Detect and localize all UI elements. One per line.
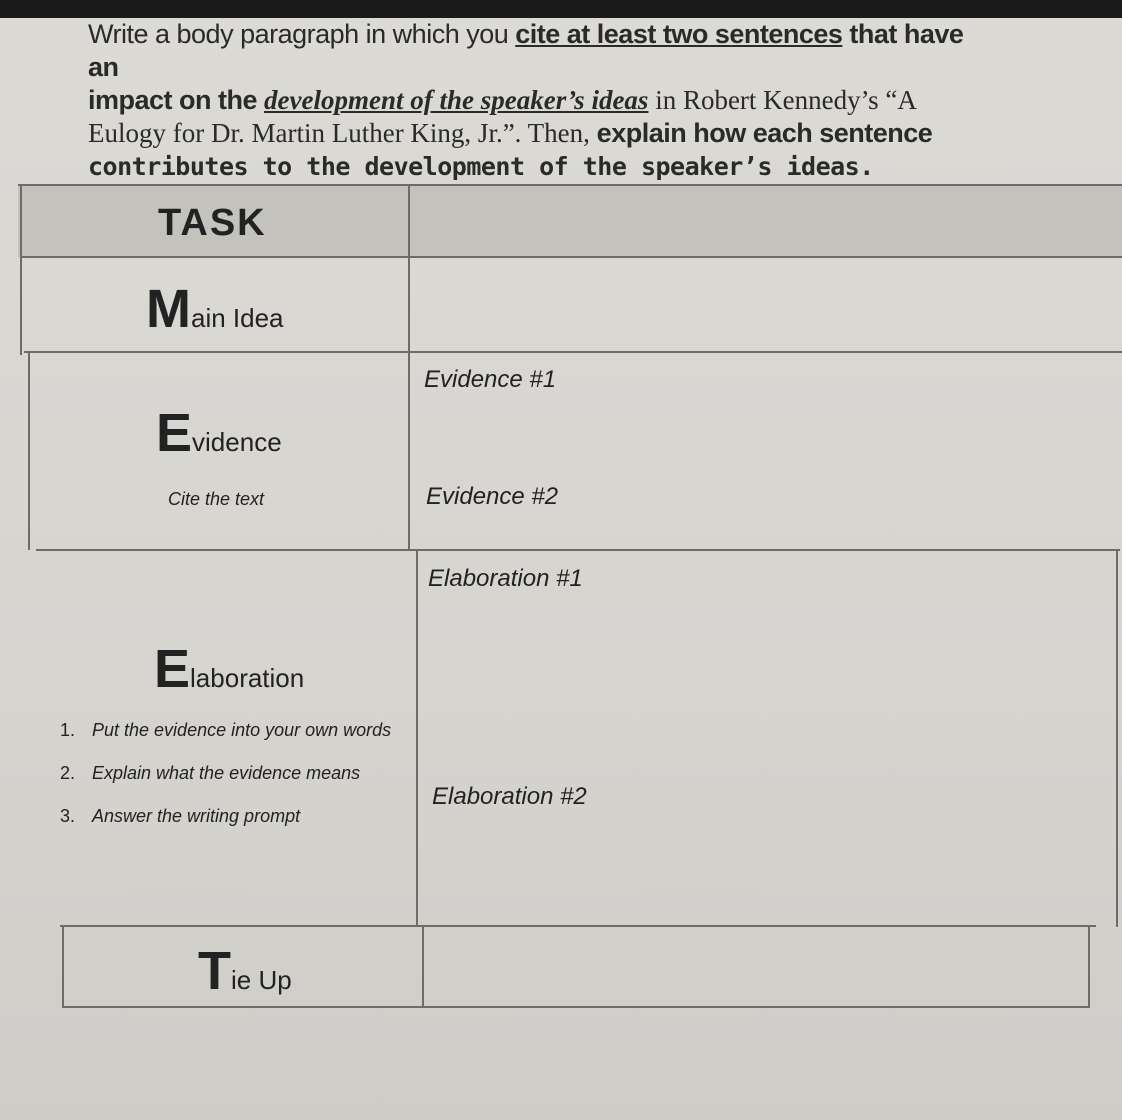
table-top-border — [18, 184, 1122, 186]
left-border-tieup — [62, 926, 64, 1008]
tie-up-initial: T — [198, 941, 231, 1001]
table-bottom-border — [64, 1006, 1090, 1008]
elaboration-bottom-border — [60, 925, 1096, 927]
prompt-line-2: impact on the development of the speaker’s ideas in Robert Kennedy’s “A — [88, 85, 917, 115]
prompt-line-3: Eulogy for Dr. Martin Luther King, Jr.”. Then, explain how each sentence — [88, 118, 933, 148]
list-item: 2. Explain what the evidence means — [60, 763, 361, 783]
header-bottom-border — [20, 256, 1122, 258]
middle-divider-tieup — [422, 926, 424, 1008]
left-border-evidence — [28, 352, 30, 550]
right-border-tieup — [1088, 926, 1090, 1008]
evidence-initial: E — [156, 403, 193, 463]
right-border-elaboration — [1116, 550, 1118, 927]
main-idea-label: Main Idea — [146, 279, 284, 339]
list-item: 3. Answer the writing prompt — [60, 806, 301, 826]
evidence-1-label: Evidence #1 — [424, 366, 557, 393]
top-edge-shadow — [0, 0, 1122, 18]
elaboration-label: Elaboration — [154, 639, 305, 699]
prompt-line-1: Write a body paragraph in which you cite at least two sentences that have an — [88, 19, 964, 82]
task-header: TASK — [158, 202, 267, 244]
writing-prompt — [88, 18, 988, 183]
evidence-note: Cite the text — [168, 489, 265, 509]
list-item: 1. Put the evidence into your own words — [60, 720, 392, 740]
evidence-2-label: Evidence #2 — [426, 483, 559, 510]
elaboration-1-label: Elaboration #1 — [428, 565, 583, 592]
evidence-bottom-border — [36, 549, 1120, 551]
elaboration-2-label: Elaboration #2 — [432, 783, 587, 810]
prompt-emphasis-development: development of the speaker’s ideas — [264, 85, 649, 115]
elaboration-initial: E — [154, 639, 191, 699]
middle-divider-lower — [416, 550, 418, 927]
main-idea-bottom-border — [24, 351, 1122, 353]
evidence-label: Evidence — [156, 403, 282, 463]
prompt-line-4: contributes to the development of the speaker’s ideas. — [88, 152, 874, 181]
main-idea-initial: M — [146, 279, 191, 339]
middle-divider-upper — [408, 185, 410, 551]
prompt-emphasis-cite: cite at least two sentences — [515, 19, 843, 49]
tie-up-label: Tie Up — [198, 941, 292, 1001]
left-border-upper — [20, 185, 22, 355]
elaboration-steps — [52, 720, 391, 849]
